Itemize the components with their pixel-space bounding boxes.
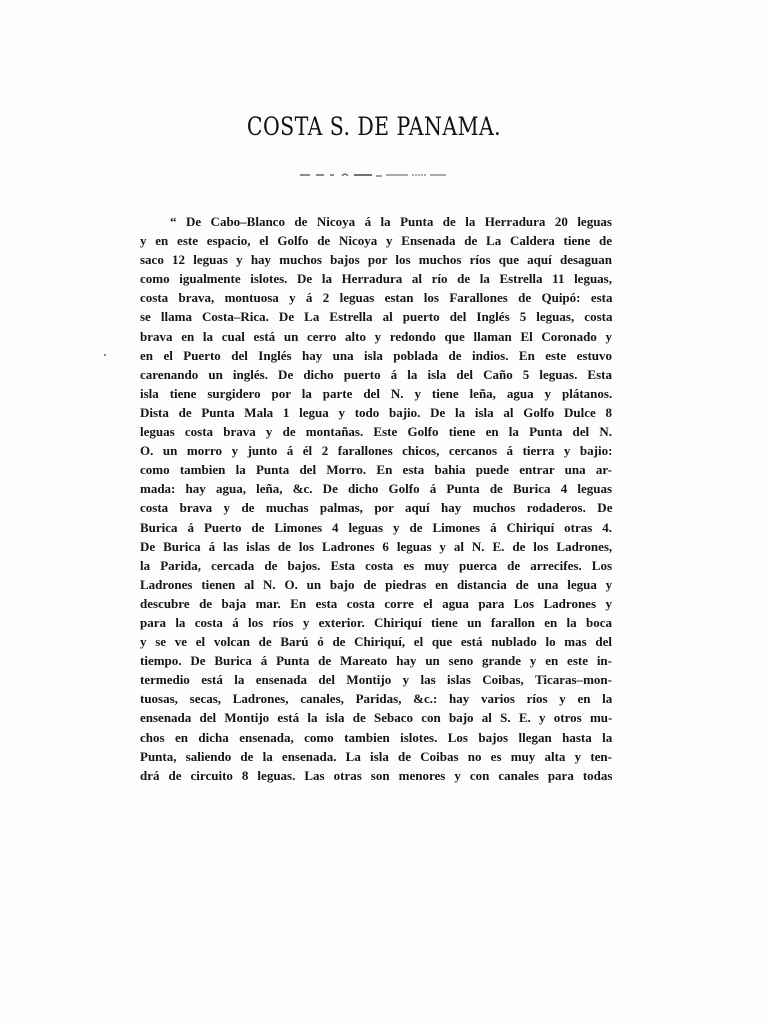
text-line: carenando un inglés. De dicho puerto á la isla del Caño 5 leguas. Esta xyxy=(140,366,612,382)
text-line: termedio está la ensenada del Montijo y las islas Coibas, Ticaras–mon- xyxy=(140,672,612,688)
text-line: Ladrones tienen al N. O. un bajo de piedras en distancia de una legua y xyxy=(140,576,613,592)
text-line: y se ve el volcan de Barú ó de Chiriquí, el que está nublado lo mas del xyxy=(140,634,612,650)
text-line: Dista de Punta Mala 1 legua y todo bajio. De la isla al Golfo Dulce 8 xyxy=(140,404,612,420)
text-line: como igualmente islotes. De la Herradura al río de la Estrella 11 leguas, xyxy=(140,271,612,287)
text-line: drá de circuito 8 leguas. Las otras son menores y con canales para todas xyxy=(140,767,613,783)
text-line: saco 12 leguas y hay muchos bajos por los muchos ríos que aquí desaguan xyxy=(140,252,612,268)
text-line: como tambien la Punta del Morro. En esta bahia puede entrar una ar- xyxy=(140,462,612,478)
text-line: y en este espacio, el Golfo de Nicoya y Ensenada de La Caldera tiene de xyxy=(140,233,612,249)
text-line: Punta, saliendo de la ensenada. La isla de Coibas no es muy alta y ten- xyxy=(140,748,612,764)
text-line: tuosas, secas, Ladrones, canales, Paridas, &c.: hay varios ríos y en la xyxy=(140,691,613,707)
text-line: mada: hay agua, leña, &c. De dicho Golfo á Punta de Burica 4 leguas xyxy=(140,481,613,497)
text-line: descubre de baja mar. En esta costa corre el agua para Los Ladrones y xyxy=(140,595,612,611)
text-line: costa brava, montuosa y á 2 leguas estan los Farallones de Quipó: esta xyxy=(140,290,613,306)
text-line: costa brava y de muchas palmas, por aquí hay muchos rodaderos. De xyxy=(140,500,613,516)
page-title: COSTA S. DE PANAMA. xyxy=(246,112,502,141)
text-line: “ De Cabo–Blanco de Nicoya á la Punta de la Herradura 20 leguas xyxy=(170,214,612,229)
title-ornament xyxy=(298,170,448,180)
text-line: se llama Costa–Rica. De La Estrella al puerto del Inglés 5 leguas, costa xyxy=(140,309,613,325)
text-line: para la costa á los ríos y exterior. Chiriquí tiene un farallon en la boca xyxy=(140,614,612,630)
margin-mark xyxy=(104,354,106,356)
text-line: tiempo. De Burica á Punta de Mareato hay un seno grande y en este in- xyxy=(140,653,612,669)
text-line: en el Puerto del Inglés hay una isla poblada de indios. En este estuvo xyxy=(140,347,612,363)
text-line: O. un morro y junto á él 2 farallones chicos, cercanos á tierra y bajio: xyxy=(140,443,613,459)
text-line: brava en la cual está un cerro alto y redondo que llaman El Coronado y xyxy=(140,328,612,344)
text-line: la Parida, cercada de bajos. Esta costa es muy puerca de arrecifes. Los xyxy=(140,557,612,573)
text-line: De Burica á las islas de los Ladrones 6 leguas y al N. E. de los Ladrones, xyxy=(140,538,613,554)
text-line: ensenada del Montijo está la isla de Sebaco con bajo al S. E. y otros mu- xyxy=(140,710,613,726)
text-line: chos en dicha ensenada, como tambien islotes. Los bajos llegan hasta la xyxy=(140,729,613,745)
text-line: Burica á Puerto de Limones 4 leguas y de Limones á Chiriquí otras 4. xyxy=(140,519,612,535)
text-line: leguas costa brava y de montañas. Este Golfo tiene en la Punta del N. xyxy=(140,424,612,440)
text-line: isla tiene surgidero por la parte del N. y tiene leña, agua y plátanos. xyxy=(140,385,613,401)
body-text xyxy=(140,212,612,785)
